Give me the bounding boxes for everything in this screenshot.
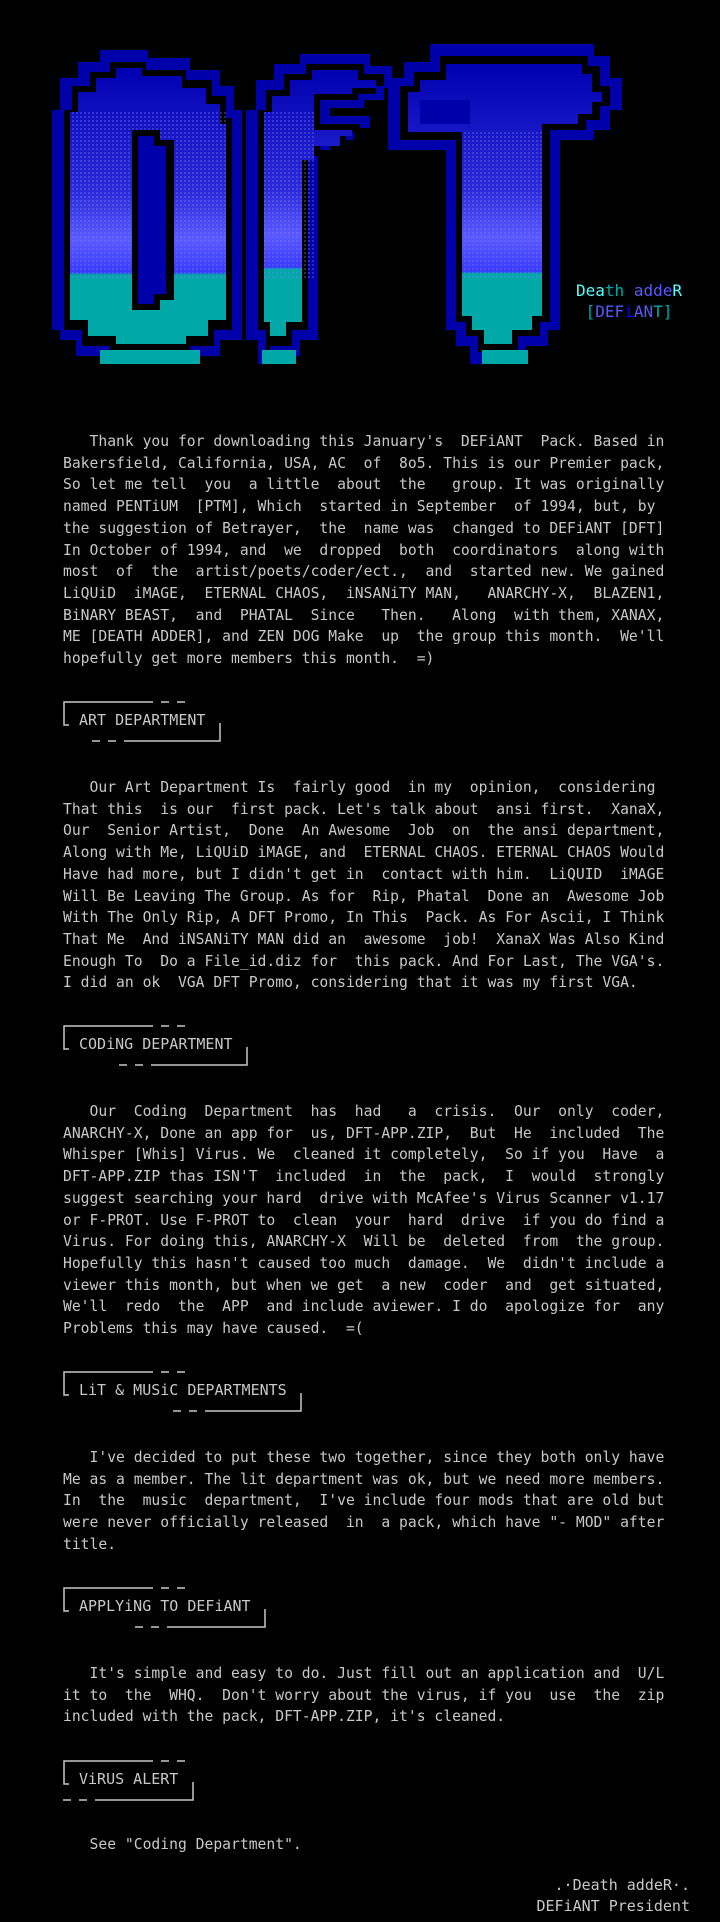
intro-paragraph: Thank you for downloading this January's DEFiANT Pack. Based in Bakersfield, California, USA, AC of 8o5. This is our Premier pack, So let me tell you a little about the group. It was originally named PENTiUM [PTM], Which started in September of 1994, but, by the suggestion of Betrayer, the name was changed to DEFiANT [DFT] In October of 1994, and we dropped both coordinators along with most of the artist/poets/coder/ect., and started new. We gained LiQUiD iMAGE, ETERNAL CHAOS, iNSANiTY MAN, ANARCHY-X, BLAZEN1, BiNARY BEAST, and PHATAL Since Then. Along with them, XANAX, ME [DEATH ADDER], and ZEN DOG Make up the group this month. We'll hopefully get more members this month. =) (63, 433, 665, 668)
logo-letter-f (246, 54, 392, 364)
section-header-applying (63, 1583, 283, 1631)
sig-ant: AN (633, 302, 654, 321)
sig-t: T (653, 302, 663, 321)
section-header-lit-music (63, 1367, 313, 1415)
sig-open: [ (585, 302, 596, 321)
section-header-virus (63, 1756, 203, 1804)
section-body-lit-music: I've decided to put these two together, since they both only have Me as a member. The lit department was ok, but we need more members. In the music department, I've include four mods that are old but were never officially released in a pack, which have "- MOD" after title. (63, 1449, 665, 1553)
sig-i: i (624, 302, 634, 321)
section-body-coding: Our Coding Department has had a crisis. Our only coder, ANARCHY-X, Done an app for us, DFT-APP.ZIP, But He included The Whisper [Whis] Virus. We cleaned it completely, So if you Have a DFT-APP.ZIP thas ISN'T included in the pack, I would strongly suggest searching your hard drive with McAfee's Virus Scanner v1.17 or F-PROT. Use F-PROT to clean your hard drive if you do find a Virus. For doing this, ANARCHY-X Will be deleted from the group. Hopefully this hasn't caused too much damage. We didn't include a viewer this month, but when we get a new coder and get situated, We'll redo the APP and include aviewer. I do apologize for any Problems this may have caused. =( (63, 1103, 665, 1338)
section-body-virus: See "Coding Department". (63, 1836, 302, 1853)
section-title-applying: APPLYiNG TO DEFiANT (79, 1597, 251, 1615)
footer-signoff (536, 1875, 690, 1917)
sig-part4: R (672, 281, 682, 300)
section-body-applying: It's simple and easy to do. Just fill out an application and U/L it to the WHQ. Don't worry about the virus, if you use the zip included with the pack, DFT-APP.ZIP, it's cleaned. (63, 1665, 665, 1726)
sig-close: ] (662, 302, 673, 321)
logo-letter-d (52, 50, 242, 364)
footer-title: DEFiANT President (536, 1897, 690, 1915)
artist-signature (576, 280, 682, 322)
sig-part1: Dea (576, 281, 605, 300)
section-title-art: ART DEPARTMENT (79, 711, 206, 729)
section-body-art: Our Art Department Is fairly good in my opinion, considering That this is our first pack. Let's talk about ansi first. XanaX, Our Senior Artist, Done An Awesome Job on the ansi department, Along with Me, LiQUiD iMAGE, and ETERNAL CHAOS. ETERNAL CHAOS Would Have had more, but I didn't get in contact with him. LiQUID iMAGE Will Be Leaving The Group. As for Rip, Phatal Done an Awesome Job With The Only Rip, A DFT Promo, In This Pack. As For Ascii, I Think That Me And iNSANiTY MAN did an awesome job! XanaX Was Also Kind Enough To Do a File_id.diz for this pack. And For Last, The VGA's. I did an ok VGA DFT Promo, considering that it was my first VGA. (63, 779, 665, 992)
section-header-art (63, 697, 233, 745)
section-header-coding (63, 1021, 263, 1069)
footer-name: .·Death addeR·. (554, 1876, 690, 1894)
section-title-virus: ViRUS ALERT (79, 1770, 179, 1788)
sig-part2: th (604, 281, 634, 300)
section-title-coding: CODiNG DEPARTMENT (79, 1035, 233, 1053)
dft-logo (0, 0, 720, 380)
section-title-lit-music: LiT & MUSiC DEPARTMENTS (79, 1381, 287, 1399)
sig-part3: adde (633, 281, 673, 300)
sig-d: DEF (595, 302, 625, 321)
